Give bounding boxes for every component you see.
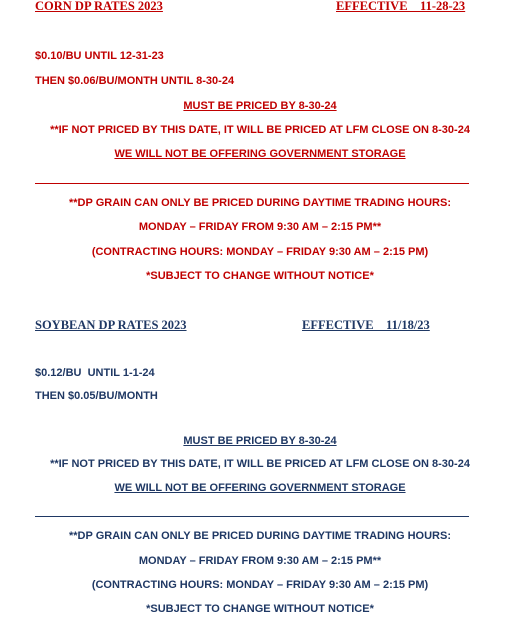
- corn-change-notice: *SUBJECT TO CHANGE WITHOUT NOTICE*: [146, 270, 374, 282]
- soybean-trading-hours-note: **DP GRAIN CAN ONLY BE PRICED DURING DAYTIME TRADING HOURS:: [69, 530, 451, 542]
- soybean-title: SOYBEAN DP RATES 2023: [35, 318, 187, 332]
- soybean-storage-note: WE WILL NOT BE OFFERING GOVERNMENT STORAGE: [114, 482, 406, 494]
- corn-not-priced-note: **IF NOT PRICED BY THIS DATE, IT WILL BE PRICED AT LFM CLOSE ON 8-30-24: [50, 124, 470, 136]
- corn-priced-by: MUST BE PRICED BY 8-30-24: [183, 100, 337, 112]
- soybean-rate-initial: $0.12/BU UNTIL 1-1-24: [35, 367, 155, 379]
- corn-trading-hours-note: **DP GRAIN CAN ONLY BE PRICED DURING DAYTIME TRADING HOURS:: [69, 197, 451, 209]
- corn-title: CORN DP RATES 2023: [35, 0, 163, 13]
- corn-rate-initial: $0.10/BU UNTIL 12-31-23: [35, 50, 164, 62]
- soybean-contracting-hours: (CONTRACTING HOURS: MONDAY – FRIDAY 9:30 AM – 2:15 PM): [91, 579, 429, 591]
- corn-contracting-hours: (CONTRACTING HOURS: MONDAY – FRIDAY 9:30 AM – 2:15 PM): [91, 246, 429, 258]
- soybean-divider: [35, 516, 469, 517]
- soybean-not-priced-note: **IF NOT PRICED BY THIS DATE, IT WILL BE PRICED AT LFM CLOSE ON 8-30-24: [50, 458, 470, 470]
- soybean-effective-date: EFFECTIVE 11/18/23: [302, 318, 430, 332]
- soybean-change-notice: *SUBJECT TO CHANGE WITHOUT NOTICE*: [146, 603, 374, 615]
- corn-effective-date: EFFECTIVE 11-28-23: [336, 0, 466, 13]
- soybean-trading-hours-days: MONDAY – FRIDAY FROM 9:30 AM – 2:15 PM**: [138, 555, 382, 567]
- corn-rate-monthly: THEN $0.06/BU/MONTH UNTIL 8-30-24: [35, 75, 235, 87]
- corn-trading-hours-days: MONDAY – FRIDAY FROM 9:30 AM – 2:15 PM**: [138, 221, 382, 233]
- soybean-rate-monthly: THEN $0.05/BU/MONTH: [35, 390, 158, 402]
- soybean-priced-by: MUST BE PRICED BY 8-30-24: [183, 435, 337, 447]
- corn-storage-note: WE WILL NOT BE OFFERING GOVERNMENT STORAGE: [114, 148, 406, 160]
- corn-divider: [35, 183, 469, 184]
